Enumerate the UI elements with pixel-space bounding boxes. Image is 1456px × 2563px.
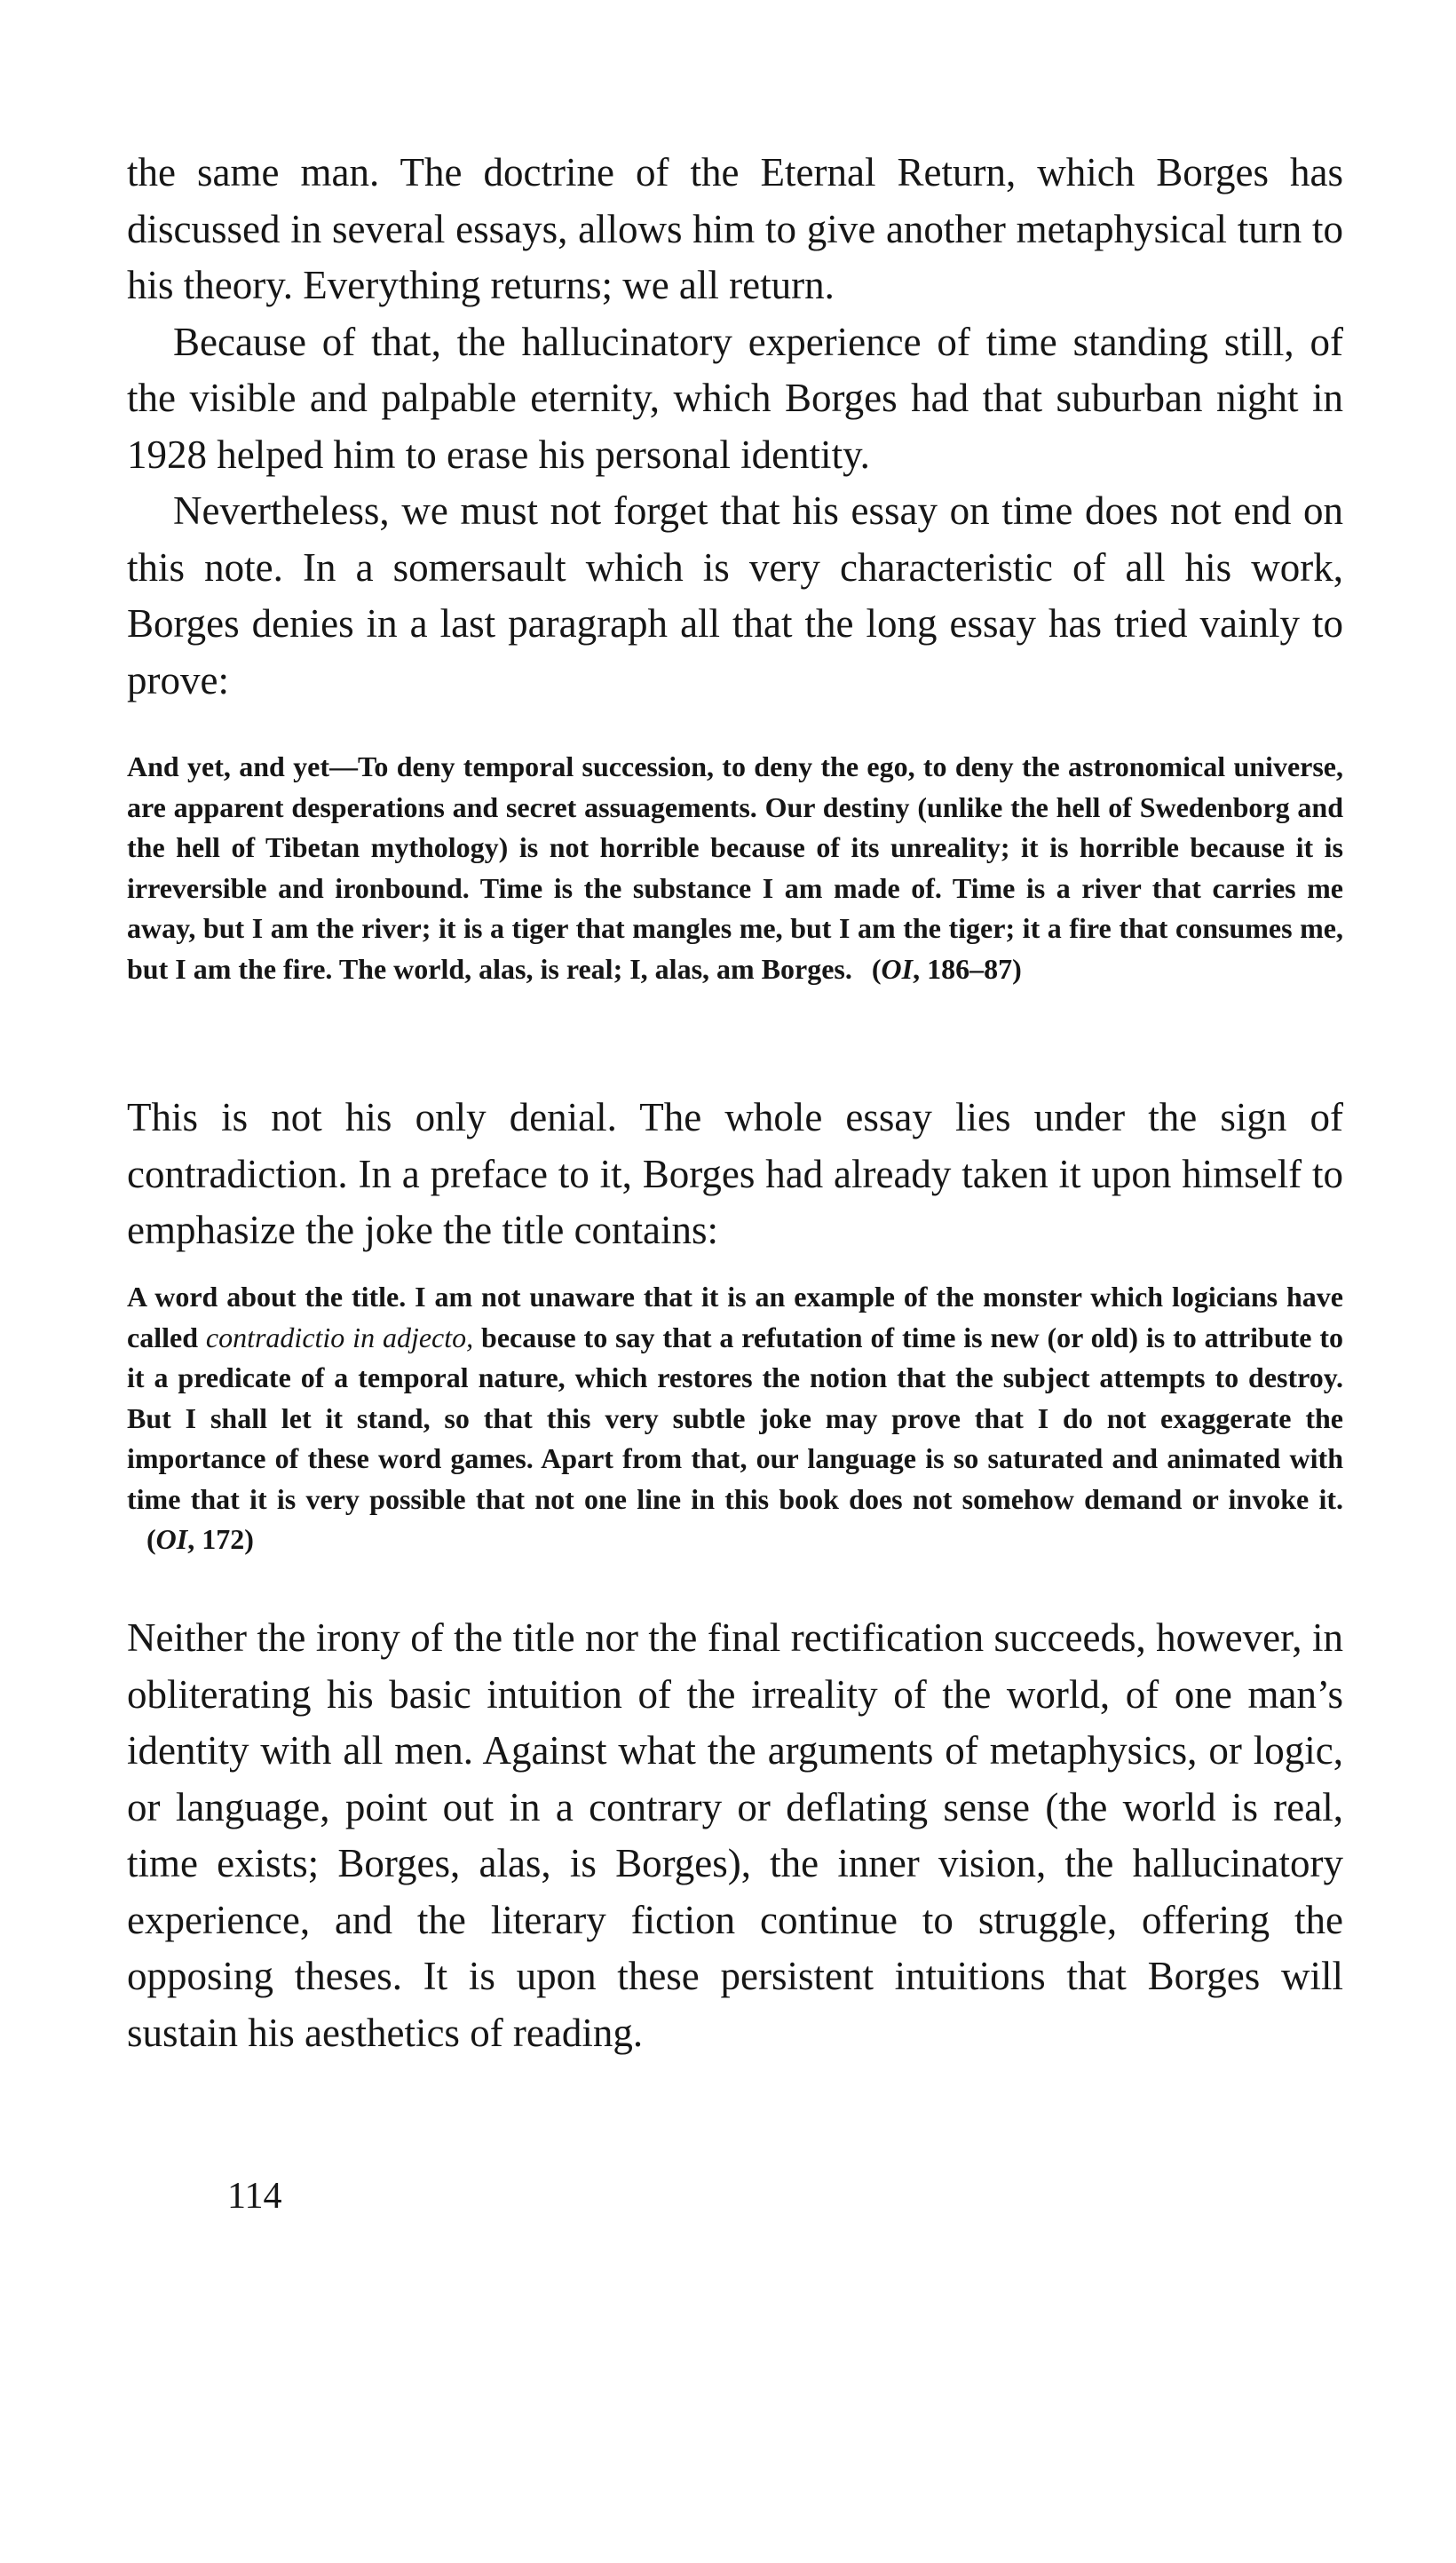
block-quote-text [127,1277,1343,1560]
page-number: 114 [227,2176,282,2217]
citation-pages: , 172) [187,1523,254,1555]
paragraph-nevertheless: Nevertheless, we must not forget that his essay on time does not end on this note. In a somersault which is very characteristic of all his work, Borges denies in a last paragraph all that the long essay has tried vainly to prove: [127,488,1343,702]
quote-body: And yet, and yet—To deny temporal succession, to deny the ego, to deny the astronomical universe, are apparent desperations and secret assuagements. Our destiny (unlike the hell of Swedenborg and the hell of Tibetan mythology) is not horrible because of its unreality; it is horrible because it is irreversible and ironbound. Time is the substance I am made of. Time is a river that carries me away, but I am the river; it is a tiger that mangles me, but I am the tiger; it a fire that consumes me, but I am the fire. The world, alas, is real; I, alas, am Borges. [127,750,1343,985]
paragraph-not-only-denial: This is not his only denial. The whole essay lies under the sign of contradiction. In a preface to it, Borges had already taken it upon himself to emphasize the joke the title contains: [127,1095,1343,1252]
quote-citation: (OI, 172) [146,1523,254,1555]
citation-work: OI [155,1523,188,1555]
citation-pages: , 186–87) [913,952,1022,985]
paragraph-continuation: the same man. The doctrine of the Eternal Return, which Borges has discussed in several essays, allows him to give another metaphysical turn to his theory. Everything returns; we all return. [127,150,1343,307]
block-quote-title [127,1277,1343,1560]
block-quote-text [127,747,1343,989]
quote-citation: (OI, 186–87) [871,952,1022,985]
block-quote-and-yet [127,747,1343,989]
quote-body-start: A word about the title. I am not unaware that it is an example of the monster which logicians have called [127,1281,1343,1353]
quote-body-end: because to say that a refutation of time is new (or old) is to attribute to it a predicate of a temporal nature, which restores the notion that the subject attempts to destroy. But I shall let it stand, so that this very subtle joke may prove that I do not exaggerate the importance of these word games. Apart from that, our language is so saturated and animated with time that it is very possible that not one line in this book does not somehow demand or invoke it. [127,1321,1344,1515]
paragraph-neither-irony: Neither the irony of the title nor the final rectification succeeds, however, in obliterating his basic intuition of the irreality of the world, of one man’s identity with all men. Against what the arguments of metaphysics, or logic, or language, point out in a contrary or deflating sense (the world is real, time exists; Borges, alas, is Borges), the inner vision, the hallucinatory experience, and the literary fiction continue to struggle, offering the opposing theses. It is upon these persistent intuitions that Borges will sustain his aesthetics of reading. [127,1615,1343,2055]
citation-work: OI [881,952,914,985]
quote-latin-phrase: contradictio in adjecto, [205,1321,474,1353]
paragraph-not-only-denial-block [127,1090,1343,1259]
paragraph-hallucinatory-experience: Because of that, the hallucinatory experience of time standing still, of the visible and palpable eternity, which Borges had that suburban night in 1928 helped him to erase his personal identity. [127,319,1343,477]
paragraph-neither-irony-block [127,1610,1343,2061]
opening-paragraphs [127,145,1343,709]
